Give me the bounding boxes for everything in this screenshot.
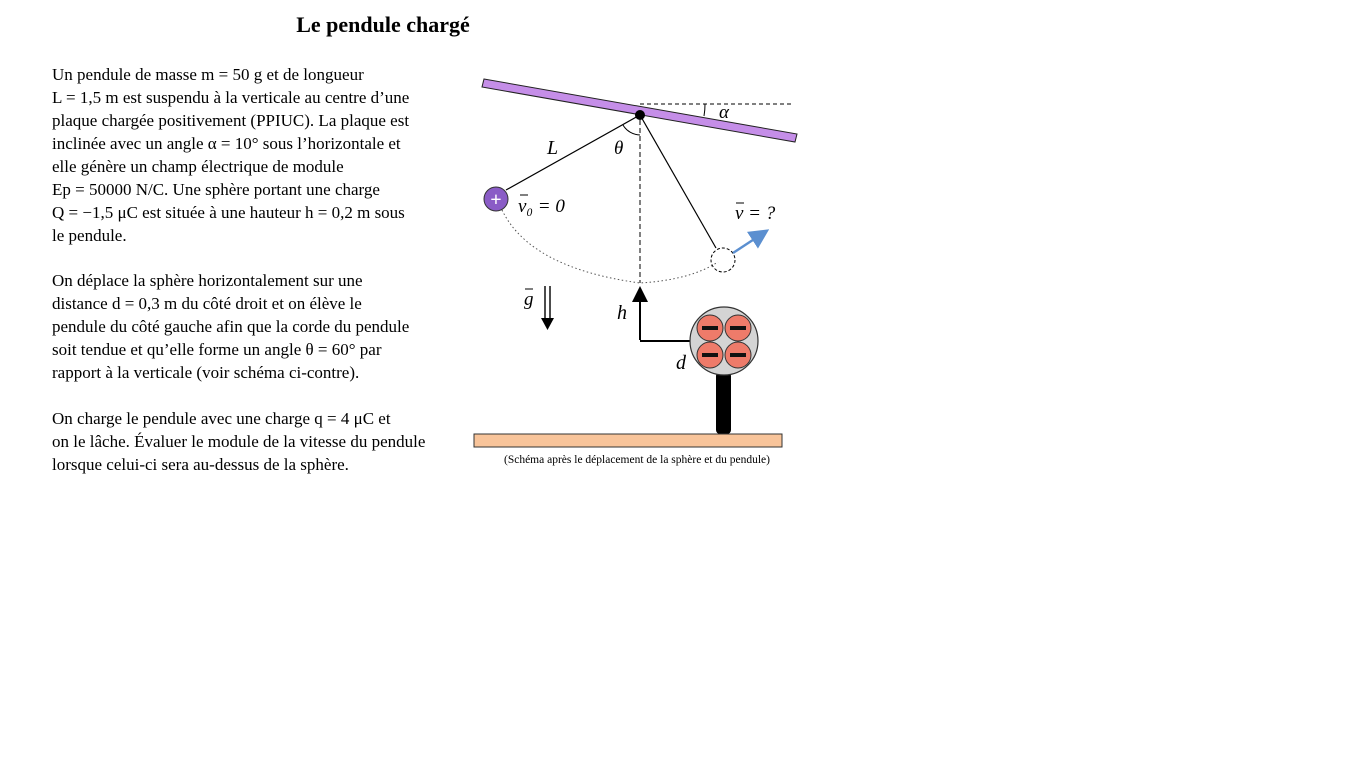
paragraph-line: On charge le pendule avec une charge q = 4 μC et bbox=[52, 409, 391, 428]
height-label: h bbox=[617, 302, 627, 324]
paragraph-line: On déplace la sphère horizontalement sur une bbox=[52, 271, 363, 290]
minus-icon bbox=[730, 353, 746, 357]
paragraph-line: lorsque celui-ci sera au-dessus de la sphère. bbox=[52, 455, 349, 474]
paragraph-line: pendule du côté gauche afin que la corde du pendule bbox=[52, 317, 410, 336]
minus-icon bbox=[702, 326, 718, 330]
theta-arc bbox=[623, 125, 640, 135]
problem-paragraph-2 bbox=[52, 269, 455, 384]
paragraph-line: le pendule. bbox=[52, 226, 127, 245]
initial-velocity-label: v₀ = 0 bbox=[518, 196, 565, 217]
paragraph-line: Un pendule de masse m = 50 g et de longueur bbox=[52, 65, 364, 84]
paragraph-line: Ep = 50000 N/C. Une sphère portant une charge bbox=[52, 180, 380, 199]
length-label: L bbox=[547, 137, 559, 159]
figure-caption: (Schéma après le déplacement de la sphère et du pendule) bbox=[504, 454, 770, 466]
minus-icon bbox=[702, 353, 718, 357]
paragraph-line: soit tendue et qu’elle forme un angle θ = 60° par bbox=[52, 340, 382, 359]
paragraph-line: inclinée avec un angle α = 10° sous l’horizontale et bbox=[52, 134, 401, 153]
pendulum-string-final bbox=[640, 115, 716, 248]
theta-label: θ bbox=[614, 138, 624, 159]
distance-label: d bbox=[676, 352, 686, 374]
velocity-arrow bbox=[733, 232, 765, 253]
problem-paragraph-3 bbox=[52, 407, 455, 476]
alpha-label: α bbox=[719, 102, 729, 123]
final-velocity-label: v = ? bbox=[735, 203, 776, 224]
ground-base bbox=[474, 434, 782, 447]
minus-icon bbox=[730, 326, 746, 330]
alpha-arc bbox=[704, 104, 705, 116]
paragraph-line: distance d = 0,3 m du côté droit et on élève le bbox=[52, 294, 362, 313]
page-title: Le pendule chargé bbox=[296, 12, 470, 37]
pendulum-diagram bbox=[470, 66, 800, 476]
paragraph-line: on le lâche. Évaluer le module de la vitesse du pendule bbox=[52, 432, 426, 451]
paragraph-line: L = 1,5 m est suspendu à la verticale au centre d’une bbox=[52, 88, 410, 107]
trajectory-arc bbox=[502, 210, 718, 283]
final-pendulum-bob bbox=[711, 248, 735, 272]
paragraph-line: plaque chargée positivement (PPIUC). La plaque est bbox=[52, 111, 410, 130]
problem-paragraph-1 bbox=[52, 63, 455, 247]
gravity-label: g bbox=[524, 289, 534, 310]
paragraph-line: Q = −1,5 μC est située à une hauteur h = 0,2 m sous bbox=[52, 203, 405, 222]
paragraph-line: rapport à la verticale (voir schéma ci-contre). bbox=[52, 363, 360, 382]
gravity-arrow-head bbox=[541, 318, 554, 330]
plus-icon: + bbox=[490, 189, 502, 211]
support-post bbox=[716, 372, 731, 434]
negative-sphere bbox=[690, 307, 758, 375]
paragraph-line: elle génère un champ électrique de module bbox=[52, 157, 344, 176]
